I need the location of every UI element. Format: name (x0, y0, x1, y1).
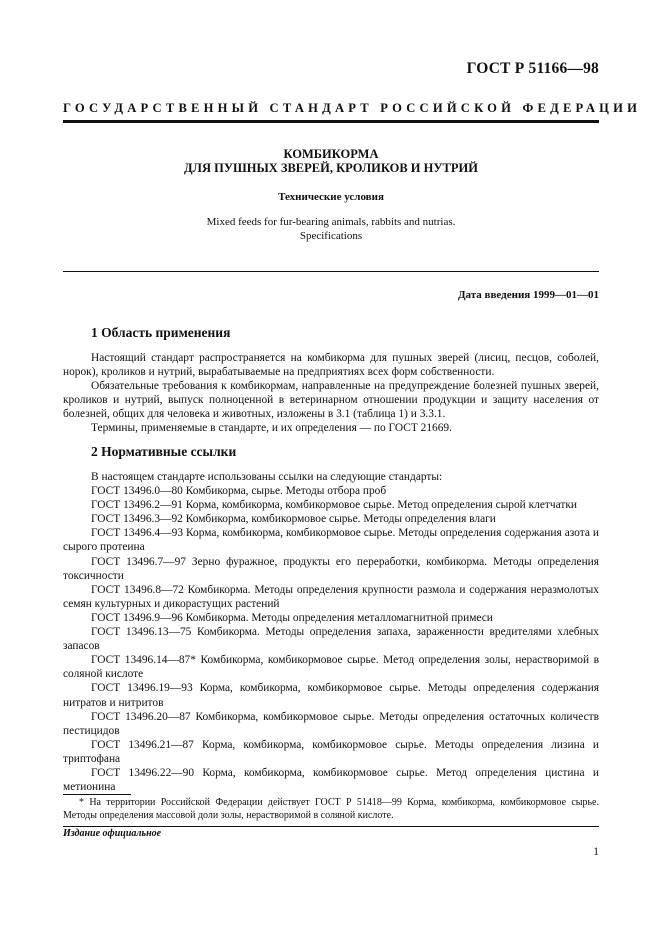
title-divider (63, 271, 599, 272)
reference-item: ГОСТ 13496.3—92 Комбикорма, комбикормовое сырье. Методы определения влаги (91, 513, 496, 526)
reference-item: ГОСТ 13496.4—93 Корма, комбикорма, комбикормовое сырье. Методы определения содержания азота и сырого протеина (63, 527, 599, 554)
edition-divider (63, 826, 599, 827)
title-line-1: КОМБИКОРМА (283, 147, 379, 161)
paragraph: Термины, применяемые в стандарте, и их определения — по ГОСТ 21669. (91, 422, 452, 435)
header-divider (63, 120, 599, 123)
footnote-text: * На территории Российской Федерации действует ГОСТ Р 51418—99 Корма, комбикорма, комбикормовое сырье. Методы определения массовой доли золы, нерастворимой в соляной кислоте. (63, 797, 599, 821)
reference-item: ГОСТ 13496.14—87* Комбикорма, комбикормовое сырье. Метод определения золы, нерастворимой в соляной кислоте (63, 654, 599, 681)
english-title-line-1: Mixed feeds for fur-bearing animals, rabbits and nutrias. (206, 216, 456, 228)
footnote (63, 797, 599, 823)
reference-item: ГОСТ 13496.9—96 Комбикорма. Методы определения металломагнитной примеси (91, 611, 493, 624)
title-line-2: ДЛЯ ПУШНЫХ ЗВЕРЕЙ, КРОЛИКОВ И НУТРИЙ (184, 160, 478, 175)
reference-item: ГОСТ 13496.0—80 Комбикорма, сырье. Методы отбора проб (91, 485, 387, 498)
section-2-heading: 2 Нормативные ссылки (91, 444, 237, 459)
document-id: ГОСТ Р 51166—98 (466, 60, 599, 77)
reference-item: ГОСТ 13496.19—93 Корма, комбикорма, комбикормовое сырье. Методы определения содержания нитратов и нитритов (63, 682, 599, 709)
footnote-divider (63, 794, 131, 795)
page-number: 1 (593, 846, 599, 858)
section-1-heading: 1 Область применения (91, 325, 231, 340)
reference-item: ГОСТ 13496.8—72 Комбикорма. Методы определения крупности размола и содержания неразмолотых семян культурных и дикорастущих растений (63, 583, 599, 610)
paragraph: В настоящем стандарте использованы ссылки на следующие стандарты: (91, 471, 443, 483)
section-1-body (63, 351, 599, 436)
section-2-body (63, 470, 599, 794)
introduction-date: Дата введения 1999—01—01 (457, 289, 599, 301)
paragraph: Обязательные требования к комбикормам, направленные на предупреждение болезней пушных зверей, кроликов и нутрий, выпуск полноценной в ветеринарном отношении продукции и защиту населения от болезней, общих для человека и животных, изложены в 3.1 (таблица 1) и 3.3.1. (63, 380, 599, 421)
paragraph: Настоящий стандарт распространяется на комбикорма для пушных зверей (лисиц, песцов, соболей, норок), кроликов и нутрий, вырабатываемые на предприятиях всех форм собственности. (63, 352, 599, 379)
document-subtitle: Технические условия (278, 191, 384, 203)
reference-item: ГОСТ 13496.7—97 Зерно фуражное, продукты его переработки, комбикорма. Методы определения токсичности (63, 555, 599, 582)
state-standard-banner: ГОСУДАРСТВЕННЫЙ СТАНДАРТ РОССИЙСКОЙ ФЕДЕРАЦИИ (63, 101, 642, 115)
reference-item: ГОСТ 13496.22—90 Корма, комбикорма, комбикормовое сырье. Метод определения цистина и метионина (63, 766, 599, 794)
document-title (63, 148, 599, 175)
reference-item: ГОСТ 13496.13—75 Комбикорма. Методы определения запаха, зараженности вредителями хлебных запасов (63, 626, 599, 653)
english-title-line-2: Specifications (299, 229, 363, 242)
edition-label: Издание официальное (63, 828, 162, 839)
reference-item: ГОСТ 13496.20—87 Комбикорма, комбикормовое сырье. Методы определения остаточных количеств пестицидов (63, 710, 599, 737)
reference-item: ГОСТ 13496.2—91 Корма, комбикорма, комбикормовое сырье. Метод определения сырой клетчатки (91, 499, 577, 512)
english-title (63, 216, 599, 243)
reference-item: ГОСТ 13496.21—87 Корма, комбикорма, комбикормовое сырье. Методы определения лизина и триптофана (63, 738, 599, 765)
